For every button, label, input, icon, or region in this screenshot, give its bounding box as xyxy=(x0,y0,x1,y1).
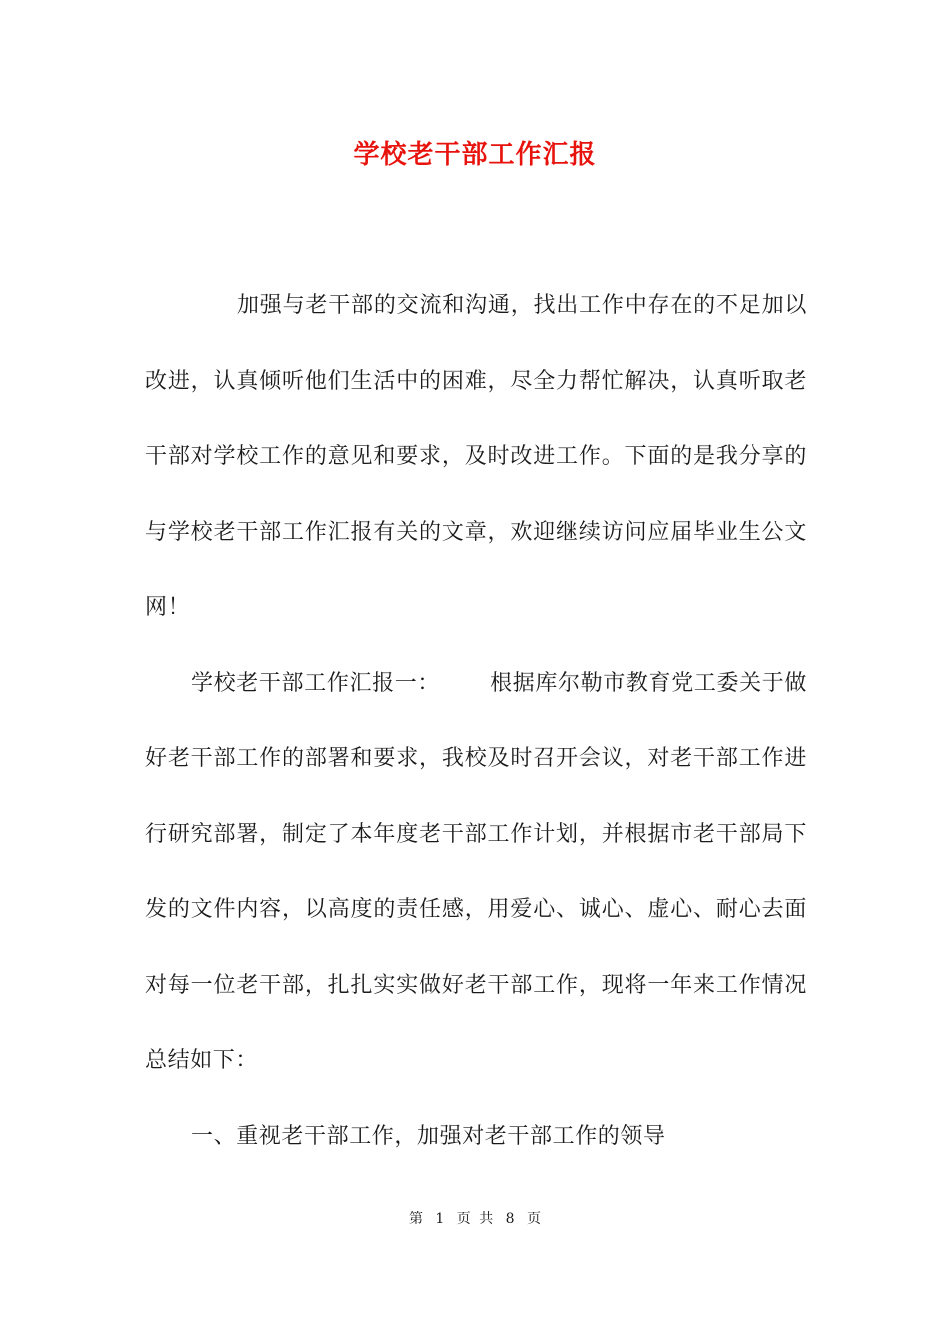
report-heading: 学校老干部工作汇报一： xyxy=(191,670,441,696)
report-body: 根据库尔勒市教育党工委关于做好老干部工作的部署和要求，我校及时召开会议，对老干部工作进行研究部署，制定了本年度老干部工作计划，并根据市老干部局下发的文件内容，以高度的责任感，用爱心、诚心、虚心、耐心去面对每一位老干部，扎扎实实做好老干部工作，现将一年来工作情况总结如下： xyxy=(145,670,807,1073)
document-title: 学校老干部工作汇报 xyxy=(353,140,597,170)
footer-suffix: 页 xyxy=(527,1211,542,1227)
section-heading-one: 一、重视老干部工作，加强对老干部工作的领导 xyxy=(191,1123,666,1149)
page-footer xyxy=(0,1208,950,1228)
footer-prefix: 第 xyxy=(408,1211,423,1227)
document-body xyxy=(145,268,807,1174)
footer-total-pages: 8 xyxy=(505,1211,515,1227)
footer-mid: 页 共 xyxy=(456,1211,494,1227)
intro-paragraph: 加强与老干部的交流和沟通，找出工作中存在的不足加以改进，认真倾听他们生活中的困难，尽全力帮忙解决，认真听取老干部对学校工作的意见和要求，及时改进工作。下面的是我分享的与学校老干部工作汇报有关的文章，欢迎继续访问应届毕业生公文网！ xyxy=(145,293,807,620)
footer-current-page: 1 xyxy=(435,1211,445,1227)
report-paragraph xyxy=(145,646,807,1099)
